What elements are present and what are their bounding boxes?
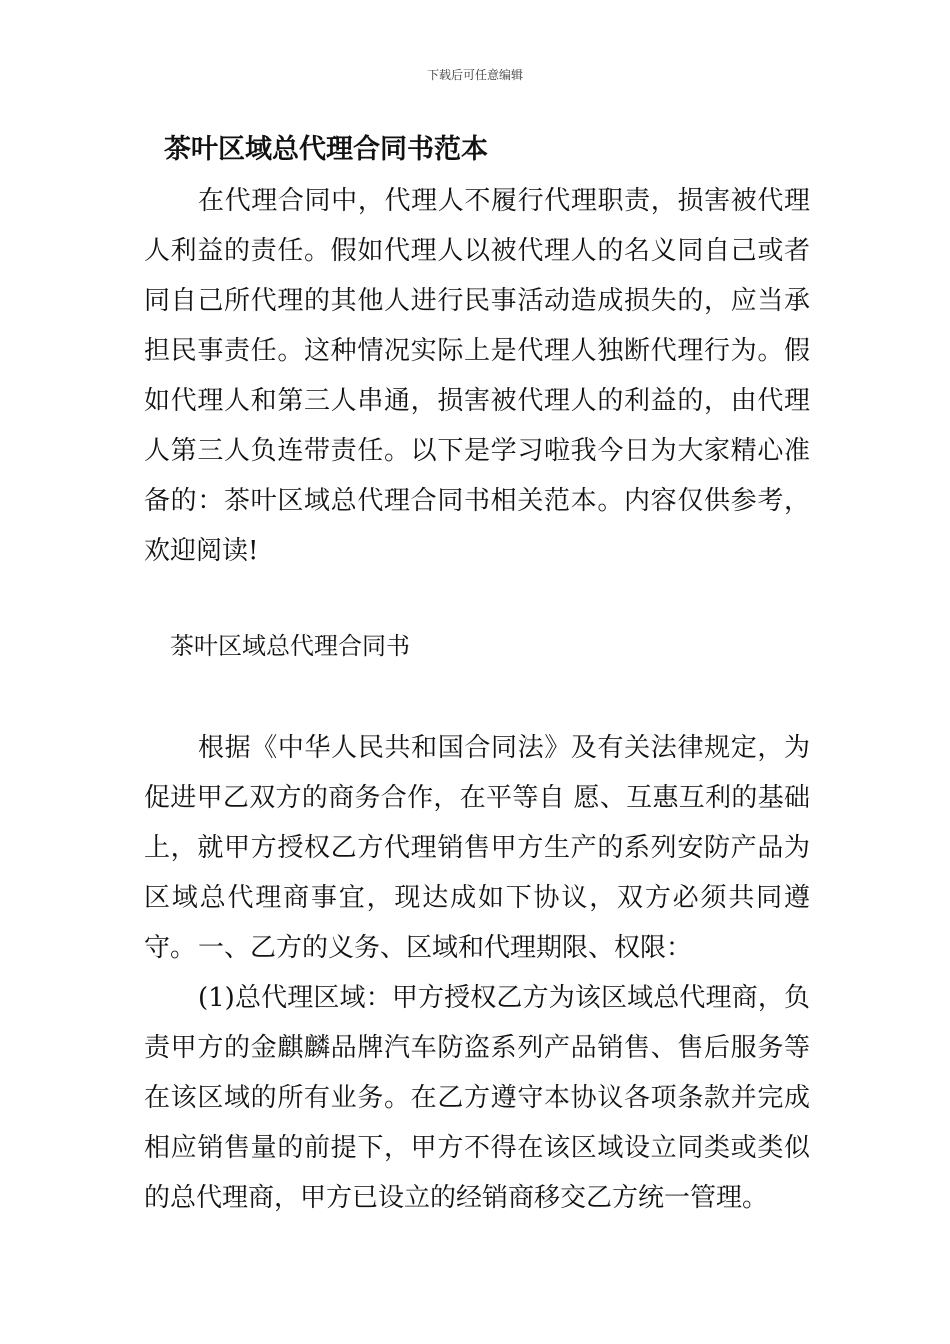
section-one-heading: 一、乙方的义务、区域和代理期限、权限：	[198, 933, 693, 963]
document-title: 茶叶区域总代理合同书范本	[164, 134, 488, 165]
contract-heading: 茶叶区域总代理合同书	[170, 632, 410, 660]
preamble-paragraph: 根据《中华人民共和国合同法》及有关法律规定，为促进甲乙双方的商务合作，在平等自 愿、互惠互利的基础上，就甲方授权乙方代理销售甲方生产的系列安防产品为区域总代理商事宜，现达成如下协议，双方必须共同遵守。	[144, 733, 810, 963]
clause-1-paragraph: (1)总代理区域：甲方授权乙方为该区域总代理商，负责甲方的金麒麟品牌汽车防盗系列产品销售、售后服务等在该区域的所有业务。在乙方遵守本协议各项条款并完成相应销售量的前提下，甲方不得在该区域设立同类或类似的总代理商，甲方已设立的经销商移交乙方统一管理。	[144, 983, 810, 1213]
intro-paragraph: 在代理合同中，代理人不履行代理职责，损害被代理人利益的责任。假如代理人以被代理人的名义同自己或者同自己所代理的其他人进行民事活动造成损失的，应当承担民事责任。这种情况实际上是代理人独断代理行为。假如代理人和第三人串通，损害被代理人的利益的，由代理人第三人负连带责任。以下是学习啦我今日为大家精心准备的：茶叶区域总代理合同书相关范本。内容仅供参考，欢迎阅读!	[144, 186, 810, 566]
header-note: 下载后可任意编辑	[426, 68, 523, 82]
